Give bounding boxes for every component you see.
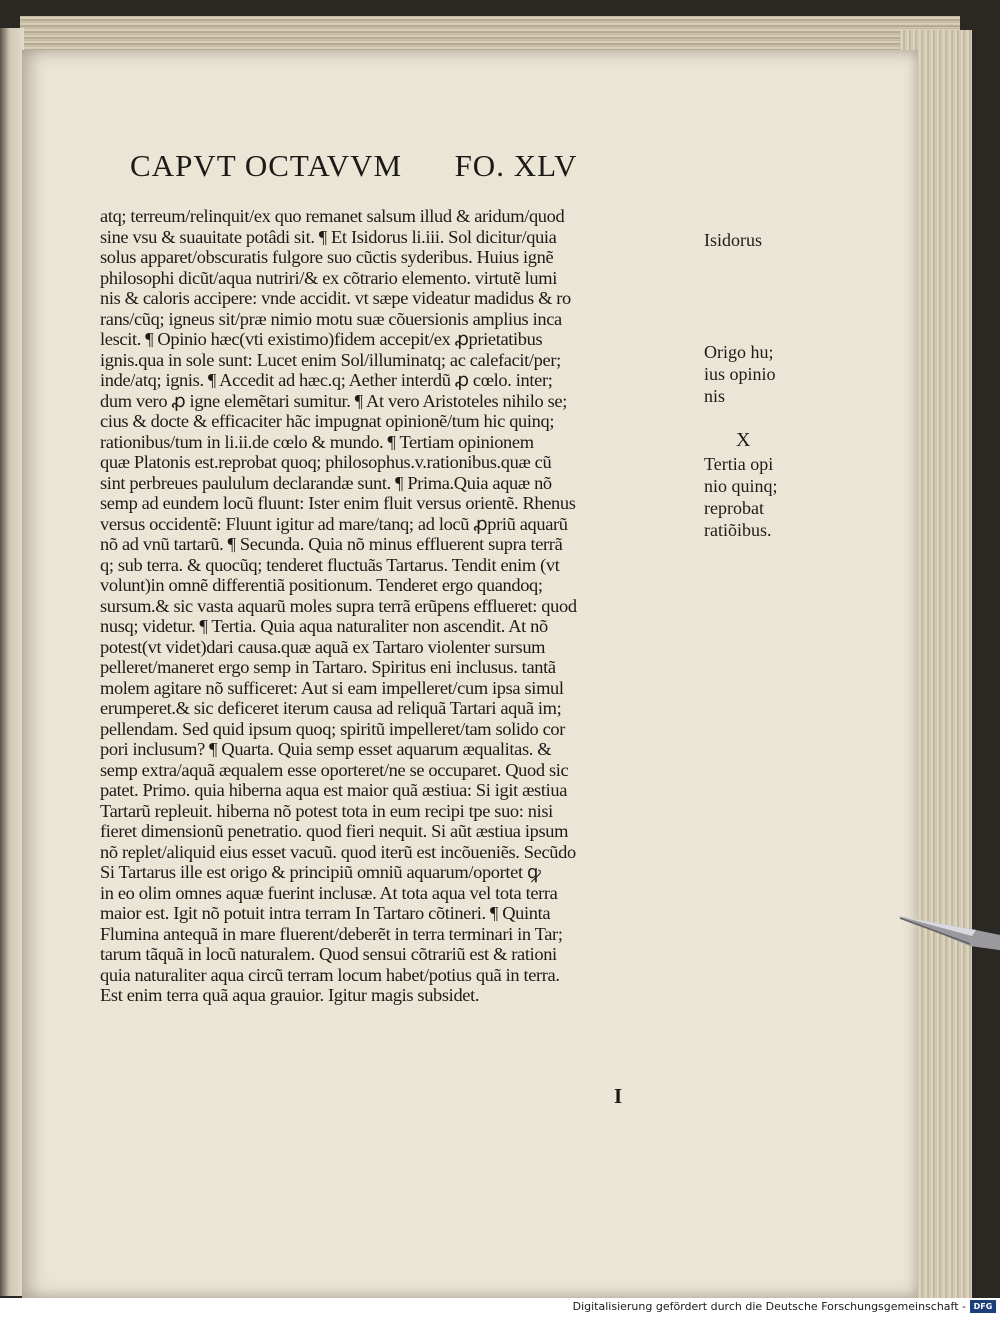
body-text-line: quia naturaliter aqua circũ terram locum habet/potius quã in terra. — [100, 964, 560, 985]
body-text-line: cius & docte & efficaciter hãc impugnat opinionẽ/tum hic quinq; — [100, 411, 555, 431]
body-text-line: q; sub terra. & quocũq; tenderet fluctuãs Tartarus. Tendit enim (vt — [100, 554, 560, 575]
body-text-line: semp extra/aquã æqualem esse oporteret/ne se occuparet. Quod sic — [100, 759, 569, 780]
body-text-line: rationibus/tum in li.ii.de cœlo & mundo. ¶ Tertiam opinionem — [100, 431, 534, 452]
body-text-line: pelleret/maneret ergo semp in Tartaro. Spiritus eni inclusus. tantã — [100, 657, 556, 677]
body-text-line: philosophi dicũt/aqua nutriri/& ex cõtrario elemento. virtutẽ lumi — [100, 267, 557, 288]
body-text-line: fieret dimensionũ penetratio. quod fieri nequit. Si aũt æstiua ipsum — [100, 821, 569, 841]
body-text-line: maior est. Igit nõ potuit intra terram In Tartaro cõtineri. ¶ Quinta — [100, 903, 551, 923]
margin-note-tertia-line-4: ratiõibus. — [704, 520, 772, 540]
body-text-line: atq; terreum/relinquit/ex quo remanet salsum illud & aridum/quod — [100, 206, 565, 226]
body-text-line: versus occidentẽ: Fluunt igitur ad mare/tanq; ad locũ ꝓpriũ aquarũ — [100, 513, 568, 534]
body-text-line: nis & caloris accipere: vnde accidit. vt sæpe videatur madidus & ro — [100, 288, 571, 308]
body-text-block — [100, 206, 700, 1006]
margin-note-tertia-line-1: Tertia opi — [704, 454, 774, 474]
body-text-line: tarum tãquã in locũ naturalem. Quod sensui cõtrariũ est & rationi — [100, 944, 557, 964]
body-text-line: rans/cũq; igneus sit/præ nimio motu suæ cõuersionis amplius inca — [100, 308, 562, 329]
body-text-line: potest(vt videt)dari causa.quæ aquã ex Tartaro violenter sursum — [100, 636, 546, 657]
body-text-line: Flumina antequã in mare fluerent/deberẽt in terra terminari in Tar; — [100, 923, 563, 944]
body-text-line: sint perbreues paululum declarandæ sunt. ¶ Prima.Quia aquæ nõ — [100, 472, 552, 493]
dfg-logo: DFG — [970, 1300, 996, 1313]
body-text-line: erumperet.& sic deficeret iterum causa ad reliquã Tartari aquã im; — [100, 698, 562, 718]
footer-credit: Digitalisierung gefördert durch die Deutsche Forschungsgemeinschaft - — [572, 1300, 966, 1313]
body-text-line: Tartarũ repleuit. hiberna nõ potest tota in eum recipi tpe suo: nisi — [100, 800, 553, 821]
body-text-line: lescit. ¶ Opinio hæc(vti existimo)fidem accepit/ex ꝓprietatibus — [100, 329, 543, 349]
body-text-line: ignis.qua in sole sunt: Lucet enim Sol/illuminatq; ac calefacit/per; — [100, 349, 561, 370]
body-text-line: solus apparet/obscuratis fulgore suo cũctis syderibus. Huius ignẽ — [100, 247, 554, 267]
running-head: CAPVT OCTAVVM FO. XLV — [130, 148, 578, 183]
body-text-line: nõ ad vnũ tartarũ. ¶ Secunda. Quia nõ minus effluerent supra terrã — [100, 534, 563, 554]
body-text-line: pori inclusum? ¶ Quarta. Quia semp esset aquarum æqualitas. & — [100, 739, 552, 759]
body-text-line: inde/atq; ignis. ¶ Accedit ad hæc.q; Aether interdũ ꝓ cœlo. inter; — [100, 370, 553, 390]
body-text-line: molem agitare nõ sufficeret: Aut si eam impelleret/cum ipsa simul — [100, 677, 564, 698]
footer-bar — [0, 1298, 1000, 1317]
margin-note-tertia-line-2: nio quinq; — [704, 476, 778, 496]
signature-mark: I — [614, 1084, 623, 1108]
margin-note-tertia-line-3: reprobat — [704, 498, 764, 518]
page-holder-pointer — [896, 908, 1000, 952]
margin-note-origo-line-2: ius opinio — [704, 364, 776, 384]
margin-note-origo-line-1: Origo hu; — [704, 342, 774, 362]
body-text-line: dum vero ꝓ igne elemẽtari sumitur. ¶ At vero Aristoteles nihilo se; — [100, 390, 567, 411]
body-text-line: in eo olim omnes aquæ fuerint inclusæ. At tota aqua vel tota terra — [100, 882, 558, 903]
body-text-line: semp ad eundem locũ fluunt: Ister enim fluit versus orientẽ. Rhenus — [100, 493, 576, 513]
body-text-line: sine vsu & suauitate potâdi sit. ¶ Et Isidorus li.iii. Sol dicitur/quia — [100, 226, 557, 247]
margin-note-isidorus: Isidorus — [704, 230, 762, 250]
body-text-line: volunt)in omnẽ differentiã positionum. Tenderet ergo quandoq; — [100, 575, 543, 595]
body-text-line: Est enim terra quã aqua grauior. Igitur magis subsidet. — [100, 985, 480, 1005]
body-text-line: patet. Primo. quia hiberna aqua est maior quã æstiua: Si igit æstiua — [100, 780, 568, 800]
body-text-line: pellendam. Sed quid ipsum quoq; spiritũ impelleret/tam solido cor — [100, 718, 566, 739]
margin-note-origo-line-3: nis — [704, 386, 726, 406]
body-text-line: sursum.& sic vasta aquarũ moles supra terrã erũpens efflueret: quod — [100, 595, 577, 616]
body-text-line: nõ replet/aliquid eius esset vacuũ. quod iterũ est incõueniẽs. Secũdo — [100, 841, 576, 862]
left-page-gutter — [0, 28, 24, 1296]
margin-note-numeral: X — [736, 429, 751, 451]
body-text-line: nusq; videtur. ¶ Tertia. Quia aqua naturaliter non ascendit. At nõ — [100, 616, 548, 636]
body-text-line: quæ Platonis est.reprobat quoq; philosophus.v.rationibus.quæ cũ — [100, 452, 552, 472]
body-text-line: Si Tartarus ille est origo & principiũ omniũ aquarum/oportet ꝙ — [100, 862, 541, 882]
